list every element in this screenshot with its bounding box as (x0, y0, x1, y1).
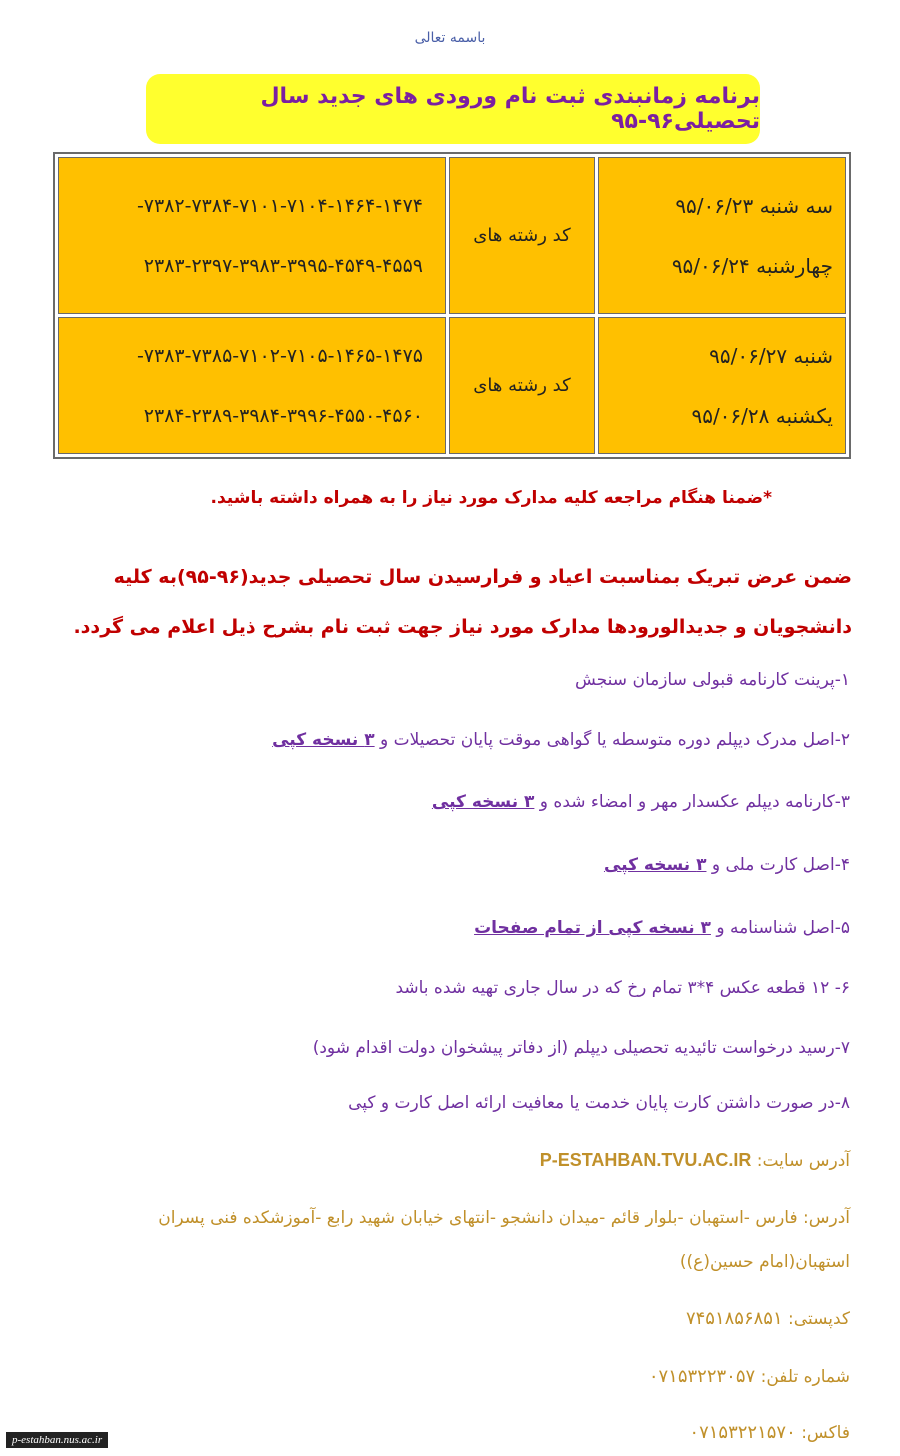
requirement-item (474, 918, 850, 938)
page-title: برنامه زمانبندی ثبت نام ورودی های جدید سال تحصیلی۹۶-۹۵ (260, 84, 760, 134)
requirement-text: ۵-اصل شناسنامه و (710, 918, 850, 938)
page-title-banner (146, 74, 760, 144)
site-line (540, 1150, 850, 1171)
schedule-date: شنبه ۹۵/۰۶/۲۷ (709, 343, 833, 368)
fax-label: فاکس: (801, 1423, 850, 1443)
schedule-label-cell (449, 317, 595, 454)
site-link[interactable]: P-ESTAHBAN.TVU.AC.IR (539, 1150, 752, 1170)
requirement-item (348, 1093, 850, 1113)
requirement-text: ۳-کارنامه دیپلم عکسدار مهر و امضاء شده و (534, 792, 850, 812)
requirement-emphasis: ۳ نسخه کپی (272, 730, 375, 750)
requirement-emphasis: ۳ نسخه کپی (603, 855, 707, 875)
address-text: آدرس: فارس -استهبان -بلوار قائم -میدان دانشجو -انتهای خیابان شهید رابع -آموزشکده فنی پسران (158, 1208, 850, 1228)
phone-value: ۰۷۱۵۳۲۲۳۰۵۷ (648, 1366, 756, 1386)
schedule-codes-cell (58, 157, 446, 314)
schedule-codes: ۲۳۸۴-۲۳۸۹-۳۹۸۴-۳۹۹۶-۴۵۵۰-۴۵۶۰ (143, 404, 423, 427)
address-line (158, 1208, 850, 1228)
schedule-label: کد رشته های (473, 375, 571, 396)
postal-value: ۷۴۵۱۸۵۶۸۵۱ (685, 1308, 783, 1328)
requirement-text: ۲-اصل مدرک دیپلم دوره متوسطه یا گواهی موقت پایان تحصیلات و (374, 730, 850, 750)
schedule-codes-cell (58, 317, 446, 454)
schedule-codes: -۷۳۸۳-۷۳۸۵-۷۱۰۲-۷۱۰۵-۱۴۶۵-۱۴۷۵ (136, 344, 423, 367)
requirement-item (272, 730, 850, 750)
postal-label: کدپستی: (788, 1309, 850, 1329)
requirement-text: ۷-رسید درخواست تائیدیه تحصیلی دیپلم (از دفاتر پیشخوان دولت اقدام شود) (312, 1038, 850, 1058)
address-line (680, 1252, 850, 1272)
requirement-text: ۴-اصل کارت ملی و (706, 855, 850, 875)
schedule-codes: ۲۳۸۳-۲۳۹۷-۳۹۸۳-۳۹۹۵-۴۵۴۹-۴۵۵۹ (143, 254, 423, 277)
schedule-dates-cell (598, 157, 846, 314)
documents-note: *ضمنا هنگام مراجعه کلیه مدارک مورد نیاز را به همراه داشته باشید. (210, 488, 772, 508)
site-label: آدرس سایت: (756, 1151, 850, 1171)
requirement-emphasis: ۳ نسخه کپی از تمام صفحات (474, 918, 711, 938)
schedule-codes: -۷۳۸۲-۷۳۸۴-۷۱۰۱-۷۱۰۴-۱۴۶۴-۱۴۷۴ (136, 194, 423, 217)
requirement-text: ۸-در صورت داشتن کارت پایان خدمت یا معافیت ارائه اصل کارت و کپی (348, 1093, 850, 1113)
schedule-row (58, 317, 846, 454)
requirement-text: ۶- ۱۲ قطعه عکس ۴*۳ تمام رخ که در سال جاری تهیه شده باشد (395, 978, 850, 998)
schedule-date: یکشنبه ۹۵/۰۶/۲۸ (691, 403, 833, 428)
requirement-item (575, 670, 850, 690)
fax-line (689, 1422, 850, 1443)
schedule-date: چهارشنبه ۹۵/۰۶/۲۴ (671, 253, 833, 278)
address-text: استهبان(امام حسین(ع)) (679, 1252, 850, 1272)
requirement-text: ۱-پرینت کارنامه قبولی سازمان سنجش (575, 670, 850, 690)
requirement-item (432, 792, 850, 812)
requirement-item (395, 978, 850, 998)
schedule-table (53, 152, 851, 459)
schedule-row (58, 157, 846, 314)
requirement-item (313, 1038, 850, 1058)
requirement-item (604, 855, 850, 875)
schedule-date: سه شنبه ۹۵/۰۶/۲۳ (675, 193, 833, 218)
phone-label: شماره تلفن: (760, 1367, 850, 1387)
postal-line (686, 1308, 850, 1329)
fax-value: ۰۷۱۵۳۲۲۱۵۷۰ (689, 1422, 796, 1442)
phone-line (649, 1366, 850, 1387)
schedule-label: کد رشته های (473, 225, 571, 246)
schedule-dates-cell (598, 317, 846, 454)
watermark: p-estahban.nus.ac.ir (6, 1432, 108, 1448)
header-blessing: باسمه تعالی (414, 30, 486, 46)
schedule-label-cell (449, 157, 595, 314)
requirement-emphasis: ۳ نسخه کپی (431, 792, 535, 812)
congratulation-message: ضمن عرض تبریک بمناسبت اعیاد و فرارسیدن سال تحصیلی جدید(۹۶-۹۵)به کلیه دانشجویان و جدیدالورودها مدارک مورد نیاز جهت ثبت نام بشرح ذیل اعلام می گردد. (73, 566, 852, 638)
